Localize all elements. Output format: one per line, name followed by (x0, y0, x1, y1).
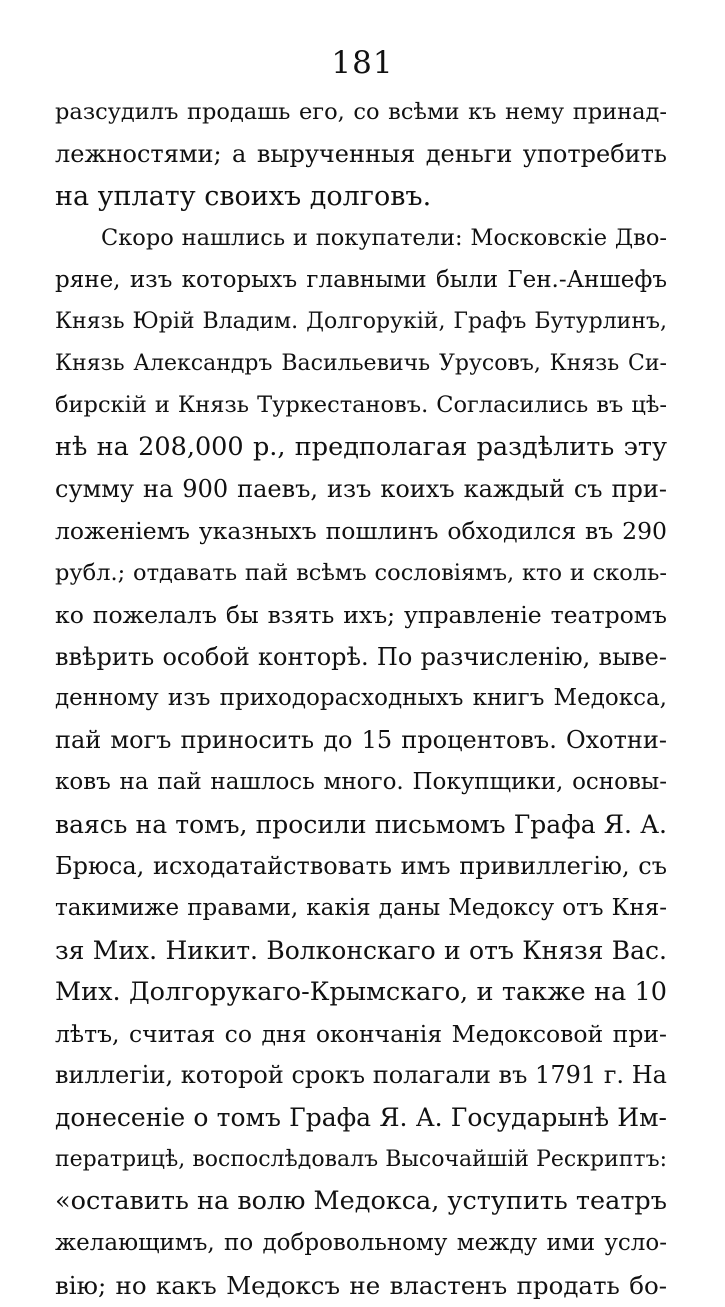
text-line: ковъ на пай нашлось много. Покупщики, основы- (55, 769, 667, 796)
text-line: ваясь на томъ, просили письмомъ Графа Я. А. (55, 810, 667, 840)
text-line: разсудилъ продашь его, со всѣми къ нему принад- (55, 99, 667, 125)
text-line: такимиже правами, какія даны Медоксу отъ Кня- (55, 894, 667, 921)
page-body-text (55, 92, 667, 1307)
text-line: бирскій и Князь Туркестановъ. Согласились въ цѣ- (55, 392, 667, 419)
text-line: пай могъ приносить до 15 процентовъ. Охотни- (55, 726, 667, 755)
text-line: ряне, изъ которыхъ главными были Ген.-Аншефъ (55, 266, 667, 293)
text-line: Князь Александръ Васильевичь Урусовъ, Князь Си- (55, 351, 667, 377)
text-line: рубл.; отдавать пай всѣмъ сословіямъ, кто и сколь- (55, 559, 667, 586)
text-line: лежностями; а вырученныя деньги употребить (55, 139, 667, 168)
text-line: «оставить на волю Медокса, уступить театръ (55, 1186, 667, 1217)
text-line: зя Мих. Никит. Волконскаго и отъ Князя Вас. (55, 935, 667, 965)
text-line: виллегіи, которой срокъ полагали въ 1791 г. На (55, 1061, 667, 1090)
text-line: на уплату своихъ долговъ. (55, 180, 432, 212)
text-line: желающимъ, по добровольному между ими усло- (55, 1230, 667, 1257)
text-line: ложеніемъ указныхъ пошлинъ обходился въ 290 (55, 516, 667, 545)
text-line: ввѣрить особой конторѣ. По разчисленію, выве- (55, 642, 667, 671)
text-line: лѣтъ, считая со дня окончанія Медоксовой при- (55, 1019, 667, 1048)
text-line: Князь Юрій Владим. Долгорукій, Графъ Бутурлинъ, (55, 309, 667, 335)
page-number: 181 (331, 45, 394, 81)
text-line: Брюса, исходатайствовать имъ привиллегію, съ (55, 852, 667, 881)
text-line: ператрицѣ, воспослѣдовалъ Высочайшій Рескриптъ: (55, 1147, 667, 1173)
text-line: сумму на 900 паевъ, изъ коихъ каждый съ при- (55, 475, 667, 504)
text-line: Мих. Долгорукаго-Крымскаго, и также на 10 (55, 976, 667, 1007)
paragraph-first-line: Скоро нашлись и покупатели: Московскіе Дво- (101, 224, 667, 251)
text-line: вію; но какъ Медоксъ не властенъ продать бо- (55, 1270, 667, 1300)
text-line: нѣ на 208,000 р., предполагая раздѣлить эту (55, 432, 667, 463)
text-line: денному изъ приходорасходныхъ книгъ Медокса, (55, 685, 667, 712)
text-line: донесеніе о томъ Графа Я. А. Государынѣ Им- (55, 1103, 667, 1133)
text-line: ко пожелалъ бы взять ихъ; управленіе театромъ (55, 600, 667, 629)
